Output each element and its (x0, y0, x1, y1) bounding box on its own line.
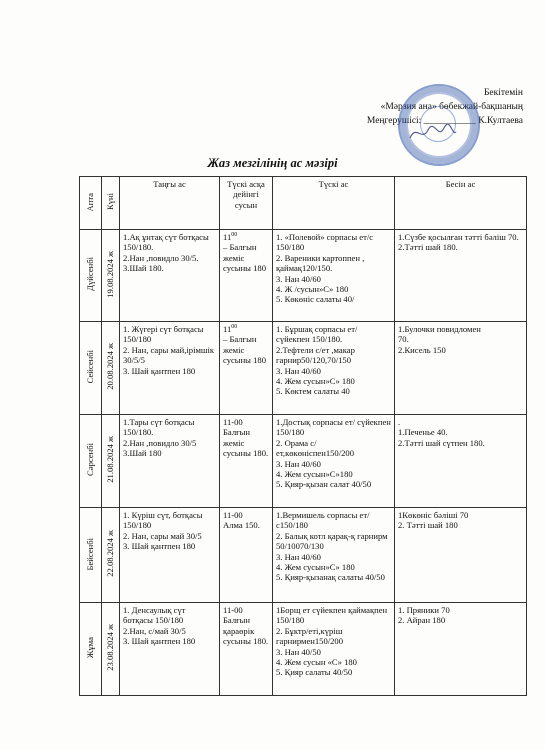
weekday-cell: Жұма (80, 603, 102, 696)
menu-item: 5. Көкөніс салаты 40/ (276, 294, 355, 305)
breakfast-cell (120, 230, 220, 322)
menu-item: 2.Нан ,повидло 30/5 (123, 437, 197, 448)
menu-item: 70. (398, 334, 409, 345)
menu-item: 1.Тары сүт ботқасы 150/180. (123, 417, 195, 438)
table-row (80, 603, 527, 696)
snack-time-minutes: 00 (231, 324, 238, 331)
menu-item: 1Борщ ет сүйекпен қаймақпен 150/180 (276, 605, 388, 626)
menu-item: Балғын жеміс сусыны 180. (223, 427, 269, 459)
snack-time: 11-00 (223, 510, 243, 520)
menu-item: 4. Жем сусын»С» 180 (276, 562, 355, 573)
menu-item: 1. «Полевой» сорпасы ет/с 150/180 (276, 232, 374, 253)
header-lunch: Түскі ас (273, 177, 395, 230)
menu-item: 1.Булочки повидломен (398, 324, 481, 334)
breakfast-cell (120, 603, 220, 696)
header-breakfast: Таңғы ас (120, 177, 220, 230)
weekday-cell: Сәрсенбі (80, 415, 102, 508)
menu-item: 2.Нан, с/май 30/5 (123, 625, 186, 636)
afternoon-cell (395, 230, 527, 322)
header-day: Күні (102, 177, 120, 230)
header-afternoon: Бесін ас (395, 177, 527, 230)
menu-item: 2. Нан, сары май,ірімшік 30/5/5 (123, 344, 215, 366)
date-cell: 21.08.2024 ж (102, 415, 120, 508)
menu-item: 3. Шай қантпен 180 (123, 541, 196, 552)
menu-item: 5. Қияр-қызан салат 40/50 (276, 479, 372, 490)
menu-item: 1. Денсаулық сүт ботқасы 150/180 (123, 605, 186, 626)
menu-item: 3. Нан 40/60 (276, 551, 321, 562)
menu-item: 3.Шай 180. (123, 263, 164, 274)
organization-line: «Мәрзия ана» бөбекжай-бақшаның (380, 102, 523, 112)
menu-item: 2. Айран 180 (398, 615, 446, 626)
table-row (80, 322, 527, 415)
menu-item: 2.Кисель 150 (398, 344, 446, 355)
menu-item: 3. Нан 40/60 (276, 273, 321, 284)
afternoon-cell (395, 322, 527, 415)
table-header-row (80, 177, 527, 230)
date-cell: 20.08.2024 ж (102, 322, 120, 415)
date-cell: 22.08.2024 ж (102, 508, 120, 603)
lunch-cell (273, 508, 395, 603)
menu-item: 4. Жем сусын»С»180 (276, 469, 353, 480)
menu-item: 1. Күріш сүт, ботқасы 150/180 (123, 510, 203, 531)
handwritten-signature (408, 122, 458, 144)
menu-item: 1.Вермишель сорпасы ет/с150/180 (276, 510, 370, 531)
menu-item: – Балғын жеміс сусыны 180 (223, 242, 266, 274)
table-row (80, 508, 527, 603)
menu-table (79, 176, 527, 696)
menu-item: 2. Вареники картоппен , қаймақ120/150. (276, 252, 365, 274)
menu-item: 2. Нан, сары май 30/5 (123, 530, 202, 541)
menu-item: 2. Бұктр/еті,күріш гарнирмен150/200 (276, 625, 344, 647)
menu-item: 1Көкөніс бәліші 70 (398, 510, 469, 520)
lunch-cell (273, 230, 395, 322)
table-row (80, 415, 527, 508)
snack-time: 11-00 (223, 605, 243, 615)
menu-item: 2.Тефтели с/ет ,макар гарнир50/120,70/150 (276, 344, 355, 366)
menu-item: 4. Жем сусын «С» 180 (276, 657, 357, 668)
menu-item: 1.Достық сорпасы ет/ сүйекпен 150/180 (276, 417, 391, 438)
menu-item: 3. Шай қантпен 180 (123, 365, 196, 376)
menu-item: 2.Тәтті шай сүтпен 180. (398, 437, 485, 448)
snack-time: 11-00 (223, 417, 243, 427)
menu-item: Балғын қараөрік сусыны 180. (223, 615, 269, 647)
menu-item: Алма 150. (223, 520, 260, 531)
snack-time-minutes: 00 (231, 232, 238, 239)
menu-item: 1.Сүзбе қосылған тәтті бәліш 70. (398, 232, 519, 242)
menu-item: 1. Бұршақ сорпасы ет/сүйекпен 150/180. (276, 324, 358, 345)
snack-time: 11 (223, 324, 232, 334)
snack-cell (220, 508, 273, 603)
menu-item: 2. Орама с/ет,көкөніспен150/200 (276, 437, 354, 459)
header-snack: Түскі асқа дейінгі сусын (220, 177, 273, 230)
menu-item: – Балғын жеміс сусыны 180 (223, 334, 266, 366)
menu-item: 2. Балық котл қарақ-қ гарнирм 50/10070/130 (276, 530, 388, 552)
snack-cell (220, 603, 273, 696)
approval-label: Бекітемін (483, 88, 523, 98)
breakfast-cell (120, 415, 220, 508)
menu-item: 2.Тәтті шай 180. (398, 242, 458, 253)
snack-cell (220, 230, 273, 322)
table-row (80, 230, 527, 322)
page-title: Жаз мезгілінің ас мәзірі (207, 156, 338, 170)
weekday-cell: Бейсенбі (80, 508, 102, 603)
menu-item: 3. Нан 40/60 (276, 458, 321, 469)
snack-cell (220, 415, 273, 508)
breakfast-cell (120, 322, 220, 415)
menu-item: 2. Тәтті шай 180 (398, 520, 458, 531)
menu-item: 1.Печенье 40. (398, 427, 448, 438)
lunch-cell (273, 322, 395, 415)
menu-item: 4. Жем сусын»С» 180 (276, 376, 355, 387)
header-week: Апта (80, 177, 102, 230)
afternoon-cell (395, 603, 527, 696)
menu-item: 4. Ж /сусын»С» 180 (276, 284, 349, 295)
menu-item: 5. Қияр-қызанақ салаты 40/50 (276, 572, 385, 583)
menu-item: 1. Пряники 70 (398, 605, 450, 615)
lunch-cell (273, 415, 395, 508)
head-signature-line: Меңгерушісі: ___________ К.Култаева (366, 116, 523, 126)
menu-item: . (398, 417, 401, 427)
snack-time: 11 (223, 232, 232, 242)
menu-item: 5. Көктем салаты 40 (276, 386, 350, 397)
breakfast-cell (120, 508, 220, 603)
menu-item: 3. Шай қантпен 180 (123, 636, 196, 647)
lunch-cell (273, 603, 395, 696)
menu-item: 2.Нан ,повидло 30/5. (123, 252, 199, 263)
menu-item: 1.Ақ ұнтақ сүт ботқасы 150/180. (123, 232, 209, 253)
weekday-cell: Сейсенбі (80, 322, 102, 415)
weekday-cell: Дүйсенбі (80, 230, 102, 322)
snack-cell (220, 322, 273, 415)
menu-item: 5. Қияр салаты 40/50 (276, 667, 353, 678)
date-cell: 19.08.2024 ж (102, 230, 120, 322)
menu-item: 3.Шай 180 (123, 448, 162, 459)
date-cell: 23.08.2024 ж (102, 603, 120, 696)
afternoon-cell (395, 415, 527, 508)
menu-item: 3. Нан 40/50 (276, 646, 321, 657)
afternoon-cell (395, 508, 527, 603)
menu-item: 1. Жүгері сүт ботқасы 150/180 (123, 324, 204, 345)
menu-item: 3. Нан 40/60 (276, 365, 321, 376)
